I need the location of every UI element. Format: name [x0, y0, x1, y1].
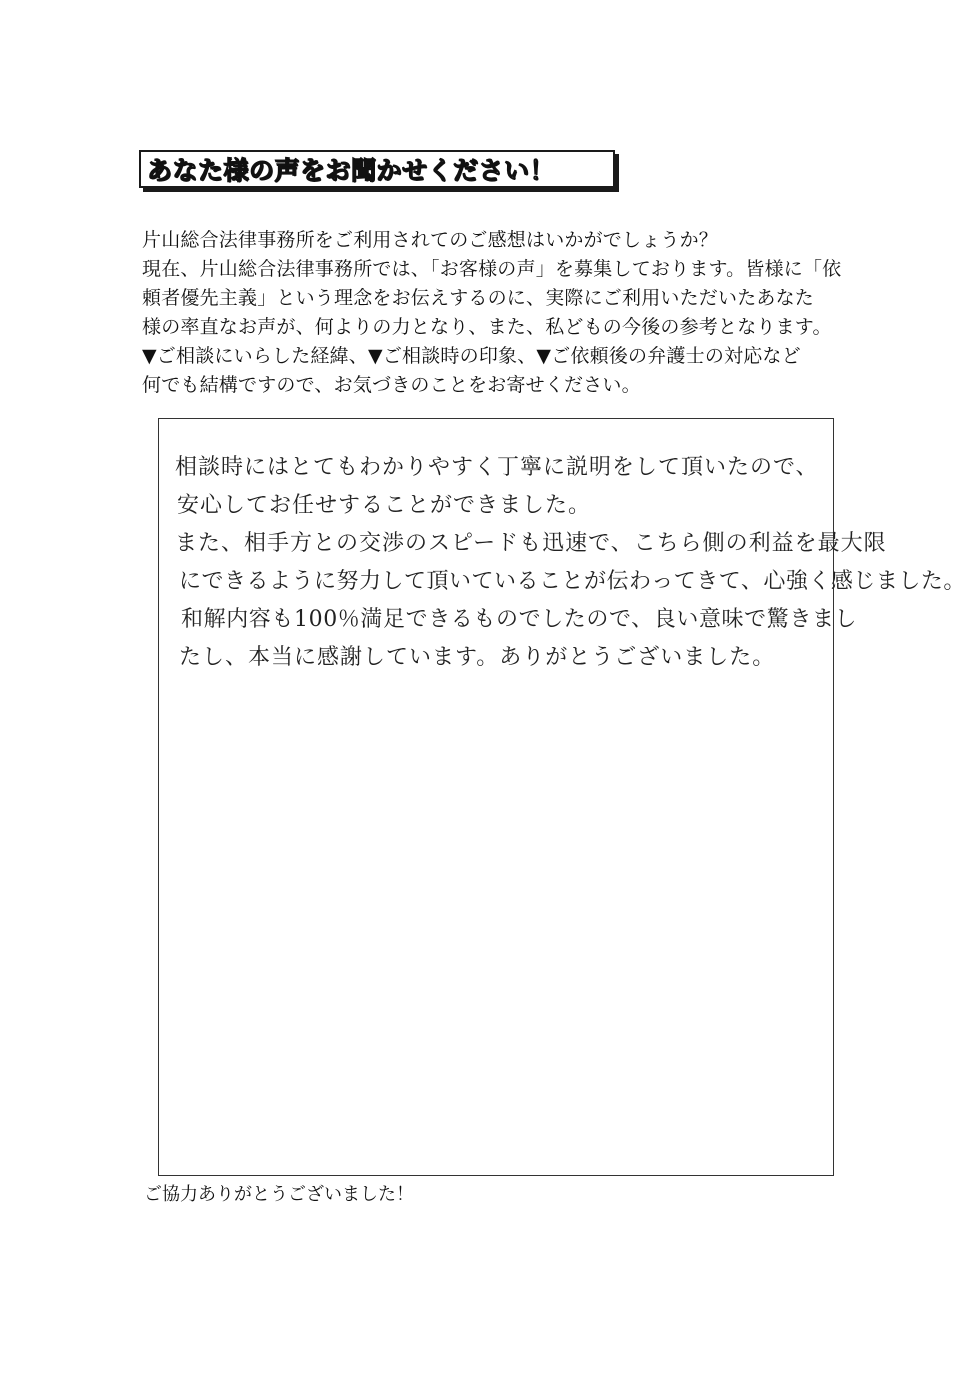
intro-line: 何でも結構ですので、お気づきのことをお寄せください。 [142, 374, 641, 396]
closing-message: ご協力ありがとうございました！ [144, 1184, 414, 1205]
page-title-box [139, 150, 615, 188]
answer-line: にできるように努力して頂いていることが伝わってきて、心強く感じました。 [179, 569, 966, 594]
intro-line: 片山総合法律事務所をご利用されてのご感想はいかがでしょうか？ [142, 229, 719, 251]
handwritten-answer [175, 449, 966, 677]
answer-line: また、相手方との交渉のスピードも迅速で、こちら側の利益を最大限 [175, 531, 887, 556]
intro-line: 現在、片山総合法律事務所では、「お客様の声」を募集しております。皆様に「依 [142, 258, 842, 280]
intro-line: 様の率直なお声が、何よりの力となり、また、私どもの今後の参考となります。 [142, 316, 832, 338]
intro-line: ▼ご相談にいらした経緯、▼ご相談時の印象、▼ご依頼後の弁護士の対応など [142, 345, 801, 367]
page-title: あなた様の声をお聞かせください！ [147, 156, 556, 185]
intro-line: 頼者優先主義」という理念をお伝えするのに、実際にご利用いただいたあなた [142, 287, 815, 309]
answer-line: たし、本当に感謝しています。ありがとうございました。 [179, 645, 776, 670]
answer-line: 和解内容も100％満足できるものでしたので、良い意味で驚きまし [181, 607, 858, 632]
answer-line: 相談時にはとてもわかりやすく丁寧に説明をして頂いたので、 [175, 455, 819, 480]
answer-line: 安心してお任せすることができました。 [177, 493, 592, 518]
answer-box [158, 418, 966, 1176]
intro-text [142, 226, 852, 400]
